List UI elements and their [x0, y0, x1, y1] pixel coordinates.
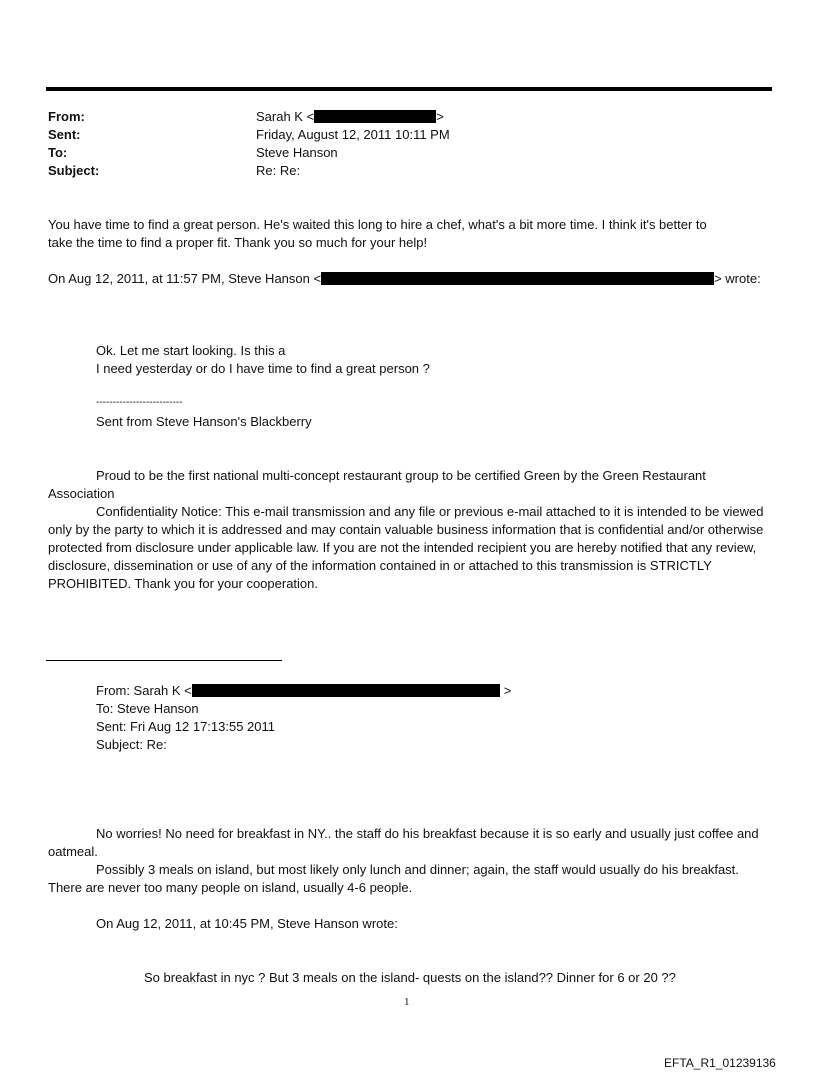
from-name: Sarah K < — [256, 109, 315, 124]
redaction-bar — [192, 684, 500, 697]
sent-label: Sent: — [48, 127, 81, 142]
quote-header-pre: On Aug 12, 2011, at 11:57 PM, Steve Hanson < — [48, 271, 322, 286]
fwd-from-label: From: Sarah K < — [96, 683, 192, 698]
fwd-from — [96, 682, 511, 700]
document-id: EFTA_R1_01239136 — [664, 1056, 776, 1070]
fwd-sent: Sent: Fri Aug 12 17:13:55 2011 — [96, 719, 276, 734]
fwd-paragraph-1: No worries! No need for breakfast in NY.. the staff do his breakfast because it is so early and usually just coffee and oatmeal. — [48, 826, 759, 859]
to-value: Steve Hanson — [256, 145, 338, 160]
fwd-subject: Subject: Re: — [96, 737, 167, 752]
fwd-quote-line: On Aug 12, 2011, at 10:45 PM, Steve Hanson wrote: — [96, 916, 398, 931]
steve-line-2: I need yesterday or do I have time to find a great person ? — [96, 361, 430, 376]
redaction-bar — [321, 272, 714, 285]
green-notice: Proud to be the first national multi-concept restaurant group to be certified Green by the Green Restaurant Association — [48, 468, 706, 501]
quote-header — [48, 270, 761, 288]
steve-question: So breakfast in nyc ? But 3 meals on the island- quests on the island?? Dinner for 6 or 20 ?? — [144, 970, 676, 985]
sent-from-line: Sent from Steve Hanson's Blackberry — [96, 414, 312, 429]
fwd-paragraph-2: Possibly 3 meals on island, but most likely only lunch and dinner; again, the staff would usually do his breakfast. There are never too many people on island, usually 4-6 people. — [48, 862, 739, 895]
fwd-to: To: Steve Hanson — [96, 701, 199, 716]
page-number: 1 — [404, 996, 410, 1008]
to-label: To: — [48, 145, 68, 160]
sent-value: Friday, August 12, 2011 10:11 PM — [256, 127, 450, 142]
reply-line-2: take the time to find a proper fit. Thank you so much for your help! — [48, 235, 428, 250]
steve-line-1: Ok. Let me start looking. Is this a — [96, 343, 286, 358]
signature-dashes: -------------------------- — [96, 397, 183, 408]
confidentiality-notice: Confidentiality Notice: This e-mail transmission and any file or previous e-mail attached to it is intended to be viewed only by the party to which it is addressed and may contain valuable business information that is confidential and/or otherwise protected from disclosure under applicable law. If you are not the intended recipient you are hereby notified that any review, disclosure, dissemination or use of any of the information contained in or attached to this transmission is STRICTLY PROHIBITED. Thank you for your cooperation. — [48, 504, 764, 591]
subject-label: Subject: — [48, 163, 100, 178]
fwd-from-end: > — [503, 683, 512, 698]
quote-header-post: > wrote: — [714, 271, 761, 286]
separator-line — [46, 660, 282, 661]
header-rule — [46, 87, 772, 91]
from-end: > — [436, 109, 444, 124]
subject-value: Re: Re: — [256, 163, 301, 178]
from-value — [256, 108, 444, 126]
from-label: From: — [48, 109, 85, 124]
reply-line-1: You have time to find a great person. He's waited this long to hire a chef, what's a bit more time. I think it's better to — [48, 217, 707, 232]
redaction-bar — [314, 110, 436, 123]
